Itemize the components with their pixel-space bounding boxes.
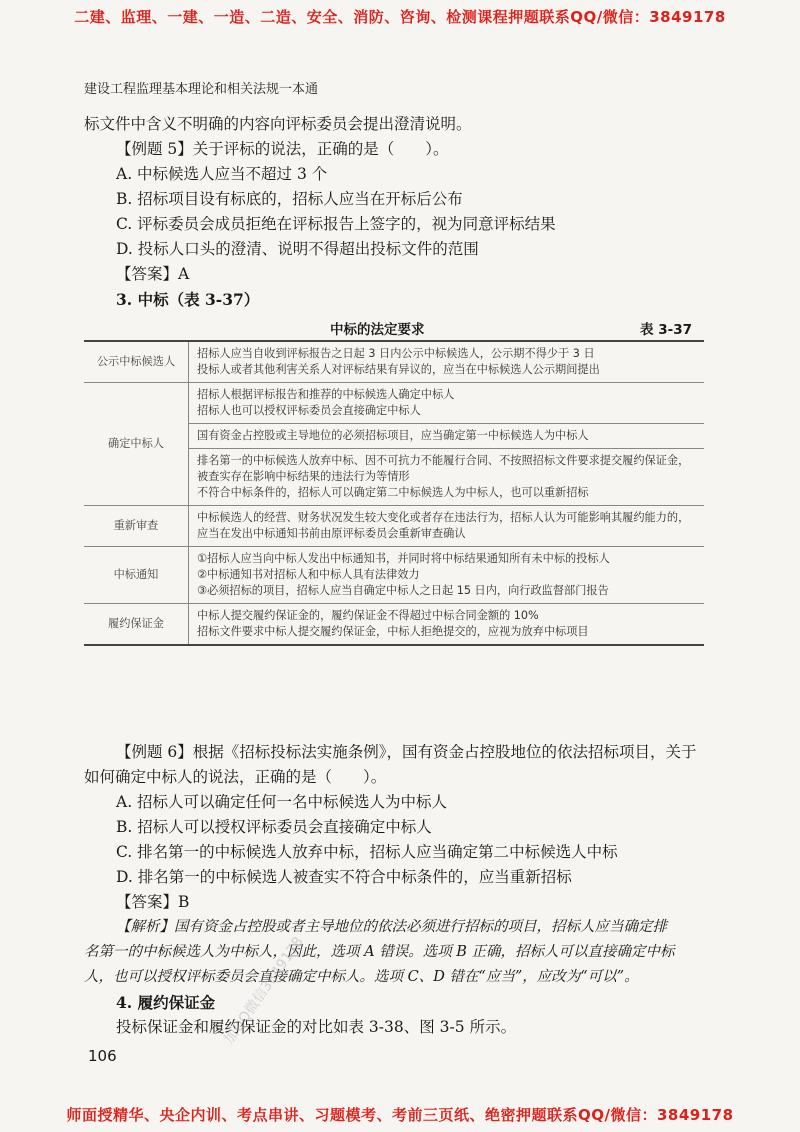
table-row [84,547,704,604]
bottom-banner: 师面授精华、央企内训、考点串讲、习题模考、考前三页纸、绝密押题联系QQ/微信：3849178 [66,1106,734,1124]
row-line: 不符合中标条件的，招标人可以确定第二中标候选人为中标人，也可以重新招标 [197,486,589,499]
row-content [189,604,705,646]
row-line: 中标人提交履约保证金的，履约保证金不得超过中标合同金额的 10% [197,609,539,622]
example5-option-d: D. 投标人口头的澄清、说明不得超出投标文件的范围 [116,240,479,258]
example6-option-c: C. 排名第一的中标候选人放弃中标，招标人应当确定第二中标候选人中标 [116,843,618,861]
row-line: 中标候选人的经营、财务状况发生较大变化或者存在违法行为，招标人认为可能影响其履约能力的，应当在发出中标通知书前由原评标委员会重新审查确认 [197,511,690,540]
running-head: 建设工程监理基本理论和相关法规一本通 [84,82,319,97]
example6-analysis-3: 人，也可以授权评标委员会直接确定中标人。选项 C、D 错在“应当”，应改为“可以”。 [84,969,639,985]
example5-title: 【例题 5】关于评标的说法，正确的是（ ）。 [116,140,449,158]
row-line: ②中标通知书对招标人和中标人具有法律效力 [197,568,420,581]
lower-text [84,740,724,1040]
row-line: ①招标人应当向中标人发出中标通知书，并同时将中标结果通知所有未中标的投标人 [197,552,610,565]
example6-answer: 【答案】B [116,893,190,911]
row-label: 履约保证金 [84,604,189,646]
row-line: 投标人或者其他利害关系人对评标结果有异议的，应当在中标候选人公示期间提出 [197,363,600,376]
table-row [84,383,704,424]
example6-analysis-2: 名第一的中标候选人为中标人，因此，选项 A 错误。选项 B 正确，招标人可以直接确定中标 [84,944,675,960]
page-number: 106 [88,1047,117,1065]
row-content [189,383,705,424]
watermark: 加QQ微信3849178 [221,934,307,1047]
example6-analysis-1: 【解析】国有资金占控股或者主导地位的依法必须进行招标的项目，招标人应当确定排 [116,919,667,935]
upper-text [84,112,724,312]
table-number: 表 3-37 [640,322,692,338]
table-title: 中标的法定要求 [330,322,425,338]
section3-heading: 3. 中标（表 3-37） [116,290,260,309]
row-line: 招标文件要求中标人提交履约保证金，中标人拒绝提交的，应视为放弃中标项目 [197,625,589,638]
example6-title-2: 如何确定中标人的说法，正确的是（ ）。 [84,768,387,786]
intro-line: 标文件中含义不明确的内容向评标委员会提出澄清说明。 [84,115,472,133]
row-content [189,424,705,449]
requirements-table [84,340,704,646]
example5-option-b: B. 招标项目设有标底的，招标人应当在开标后公布 [116,190,463,208]
row-content [189,506,705,547]
row-label: 中标通知 [84,547,189,604]
row-line: 招标人也可以授权评标委员会直接确定中标人 [197,404,421,417]
example6-title-1: 【例题 6】根据《招标投标法实施条例》，国有资金占控股地位的依法招标项目，关于 [116,743,697,761]
table-row [84,341,704,383]
section4-heading: 4. 履约保证金 [116,993,216,1012]
example6-option-d: D. 排名第一的中标候选人被查实不符合中标条件的，应当重新招标 [116,868,572,886]
row-line: 排名第一的中标候选人放弃中标、因不可抗力不能履行合同、不按照招标文件要求提交履约保证金，被查实存在影响中标结果的违法行为等情形 [197,454,690,483]
example5-answer: 【答案】A [116,265,190,283]
section4-text: 投标保证金和履约保证金的对比如表 3-38、图 3-5 所示。 [116,1018,517,1036]
table-row [84,604,704,646]
example6-option-b: B. 招标人可以授权评标委员会直接确定中标人 [116,818,432,836]
row-content [189,547,705,604]
row-content [189,449,705,506]
row-line: 招标人根据评标报告和推荐的中标候选人确定中标人 [197,388,455,401]
row-label: 确定中标人 [84,383,189,506]
row-label: 公示中标候选人 [84,341,189,383]
table-row [84,506,704,547]
example5-option-c: C. 评标委员会成员拒绝在评标报告上签字的，视为同意评标结果 [116,215,556,233]
example6-option-a: A. 招标人可以确定任何一名中标候选人为中标人 [116,793,448,811]
row-line: 国有资金占控股或主导地位的必须招标项目，应当确定第一中标候选人为中标人 [197,429,589,442]
top-banner: 二建、监理、一建、一造、二造、安全、消防、咨询、检测课程押题联系QQ/微信：3849178 [74,8,726,26]
example5-option-a: A. 中标候选人应当不超过 3 个 [116,165,328,183]
row-label: 重新审查 [84,506,189,547]
row-content [189,341,705,383]
row-line: 招标人应当自收到评标报告之日起 3 日内公示中标候选人，公示期不得少于 3 日 [197,347,595,360]
row-line: ③必须招标的项目，招标人应当自确定中标人之日起 15 日内，向行政监督部门报告 [197,584,609,597]
